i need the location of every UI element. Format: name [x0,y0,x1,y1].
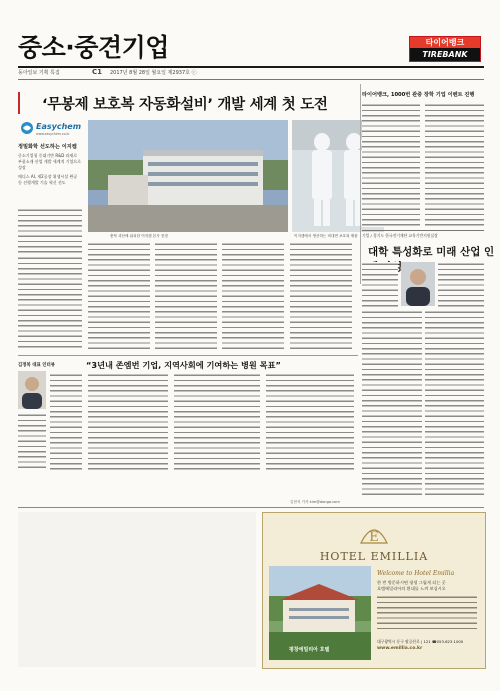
sidebar-point-3: 메디스 AI, 제2공장 위생시설 완공 등 선행개발 기술 혁신 선도 [18,174,78,185]
svg-text:E: E [369,530,379,545]
factory-building-image [88,120,288,232]
feature-divider [362,230,484,231]
interview-col-0 [18,413,46,471]
lead-body-col-6 [18,256,82,350]
header-rule [18,66,484,68]
easychem-logo [20,121,82,139]
brand-bottom: TIREBANK [410,48,480,61]
feature-portrait-image [401,262,435,306]
interview-divider [18,355,358,356]
lead-sidebar [18,143,82,186]
section-title: 중소·중견기업 [18,33,169,62]
factory-caption: 충북 괴산에 위치한 이지켐 본사 전경 [110,234,168,238]
lead-body-col-5 [290,242,352,350]
hotel-description [377,595,477,631]
interview-col-4 [266,373,354,471]
lead-body-col-4 [222,242,284,350]
headline-accent [18,92,20,114]
hotel-brand: HOTEL EMILLIA [319,550,429,563]
lead-body-col-2 [88,242,150,350]
suit-caption: 이지켐에서 생산하는 비대면 보호복 제품 [294,234,358,238]
right-column-divider [360,84,361,284]
feature-kicker: 기업 / 경기도 한국전기재단 교육기반지원실장 [362,233,438,238]
sidebar-point-1: 정밀화학 선도하는 이지켐 [18,144,77,150]
brand-top: 타이어뱅크 [410,37,480,48]
feature-col-1a [362,262,398,308]
interview-portrait [18,371,46,409]
feature-col-2 [438,262,484,308]
hotel-crest-icon [355,519,393,549]
interview-person: 김정복 대표 인터뷰 [18,363,55,368]
interview-col-2 [88,373,168,471]
hotel-tagline-1: 한 번 방문하시면 평생 그립게 되는 곳 [377,580,446,585]
easychem-mark-icon [20,121,34,135]
hotel-phone: 대구광역시 동구 팔공산로 | 121 ☎053.623.1000 [377,639,464,644]
hotel-tagline-2: 호텔에밀리아의 환대를 느껴 보십시오 [377,586,446,591]
right-top-col-1 [362,103,420,227]
interview-col-3 [174,373,260,471]
lead-body-col-1 [18,208,82,254]
hotel-photo-caption: 평창에밀리아 호텔 [289,647,330,653]
sub-label: 동아일보 기획 특집 [18,70,60,76]
feature-portrait [401,262,435,306]
interview-col-1 [50,373,82,471]
easychem-wordmark: Easychem [36,122,82,131]
interview-headline: “3년내 존엠번 기업, 지역사회에 기여하는 병원 목표” [86,360,281,370]
lead-headline: ‘무봉제 보호복 자동화설비’ 개발 세계 첫 도전 [42,97,328,113]
feature-col-1b [362,310,422,498]
lead-body-col-3 [155,242,217,350]
header-thin-rule [18,79,484,80]
tirebank-logo [409,36,481,62]
portrait-image [18,371,46,409]
feature-col-2b [425,310,484,498]
issue-date: 2017년 8월 28일 월요일 제2937호 ⓒ [110,70,197,76]
hotel-url[interactable]: www.emillia.co.kr [377,646,423,651]
hotel-photo [269,566,371,660]
feature-byline: 김현석 기자 kim@donga.com [290,500,340,504]
hotel-emillia-ad [262,512,486,669]
right-top-headline: 타이어뱅크, 1000번 관중 장학 기업 이벤트 진행 [362,92,475,98]
factory-photo [88,120,288,232]
feature-headline: 대학 특성화로 미래 산업 인 [368,246,495,258]
sidebar-point-2: 중소기업청 중대기반 R&D 과제로 부품소재 산업 개발 세계적 기업으로 성장 [18,153,82,170]
bottom-rule [18,507,484,508]
easychem-url: www.easychem.co.kr [36,132,70,136]
right-top-col-2 [425,103,484,227]
page-number: C1 [92,68,103,76]
blank-ad-area [18,512,256,667]
hotel-welcome: Welcome to Hotel Emillia [377,570,455,577]
